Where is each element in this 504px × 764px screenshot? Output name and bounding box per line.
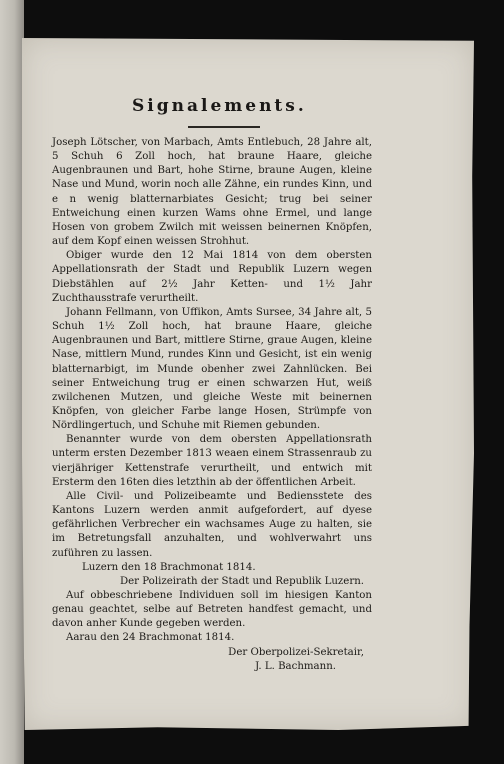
signature-polizeirath: Der Polizeirath der Stadt und Republik Luzern.: [119, 575, 364, 587]
paragraph-fellmann: Johann Fellmann, von Uffikon, Amts Sursee, 34 Jahre alt, 5 Schuh 1½ Zoll hoch, hat braune Haare, gleiche Augenbraunen und Bart, mittlere Stirne, graue Augen, kleine Nase, mittlern Mund, rundes Kinn und Gesicht, ist ein wenig blatternarbigt, im Munde obenher zwei Zahnlücken. Bei seiner Entweichung trug er einen schwarzen Hut, weiß zwilchenen Mutzen, und gleiche Weste mit beinernen Knöpfen, von gleicher Farbe lange Hosen, Strümpfe von Nördlingertuch, und Schuhe mit Riemen gebunden.: [52, 306, 372, 432]
book-spine-edge: [0, 0, 24, 764]
paragraph-loetscher: Joseph Lötscher, von Marbach, Amts Entlebuch, 28 Jahre alt, 5 Schuh 6 Zoll hoch, hat braune Haare, gleiche Augenbraunen und Bart, hohe Stirne, braune Augen, kleine Nase und Mund, worin noch alle Zähne, ein rundes Kinn, und e n wenig blatternarbiates Gesicht; trug bei seiner Entweichung einen kurzen Wams ohne Ermel, und lange Hosen von grobem Zwilch mit weissen beinernen Knöpfen, auf dem Kopf einen weissen Strohhut.: [52, 137, 372, 248]
date-luzern: Luzern den 18 Brachmonat 1814.: [82, 561, 256, 573]
paragraph-aarau-order: Auf obbeschriebene Individuen soll im hiesigen Kanton genau geachtet, selbe auf Betreten handfest gemacht, und davon anher Kunde gegeben werden.: [52, 590, 372, 630]
title-rule: [188, 126, 260, 128]
date-aarau: Aarau den 24 Brachmonat 1814.: [66, 632, 235, 644]
signature-name: J. L. Bachmann.: [255, 660, 336, 672]
document-body: [52, 136, 372, 674]
paragraph-verdict-2: Benannter wurde von dem obersten Appellationsrath unterm ersten Dezember 1813 weaen einem Strassenraub zu vierjähriger Kettenstrafe verurtheilt, und entwich mit Ersterm den 16ten dies letzthin ab der öffentlichen Arbeit.: [52, 434, 372, 488]
page-title: Signalements.: [132, 96, 307, 116]
signature-title: Der Oberpolizei-Sekretair,: [228, 646, 364, 658]
paragraph-order: Alle Civil- und Polizeibeamte und Bediensstete des Kantons Luzern werden anmit aufgefordert, auf dyese gefährlichen Verbrecher ein wachsames Auge zu halten, sie im Betretungsfall anzuhalten, und wohlverwahrt uns zuführen zu lassen.: [52, 490, 372, 559]
paragraph-verdict-1: Obiger wurde den 12 Mai 1814 von dem obersten Appellationsrath der Stadt und Republik Luzern wegen Diebstählen auf 2½ Jahr Ketten- und 1½ Jahr Zuchthausstrafe verurtheilt.: [52, 250, 372, 304]
